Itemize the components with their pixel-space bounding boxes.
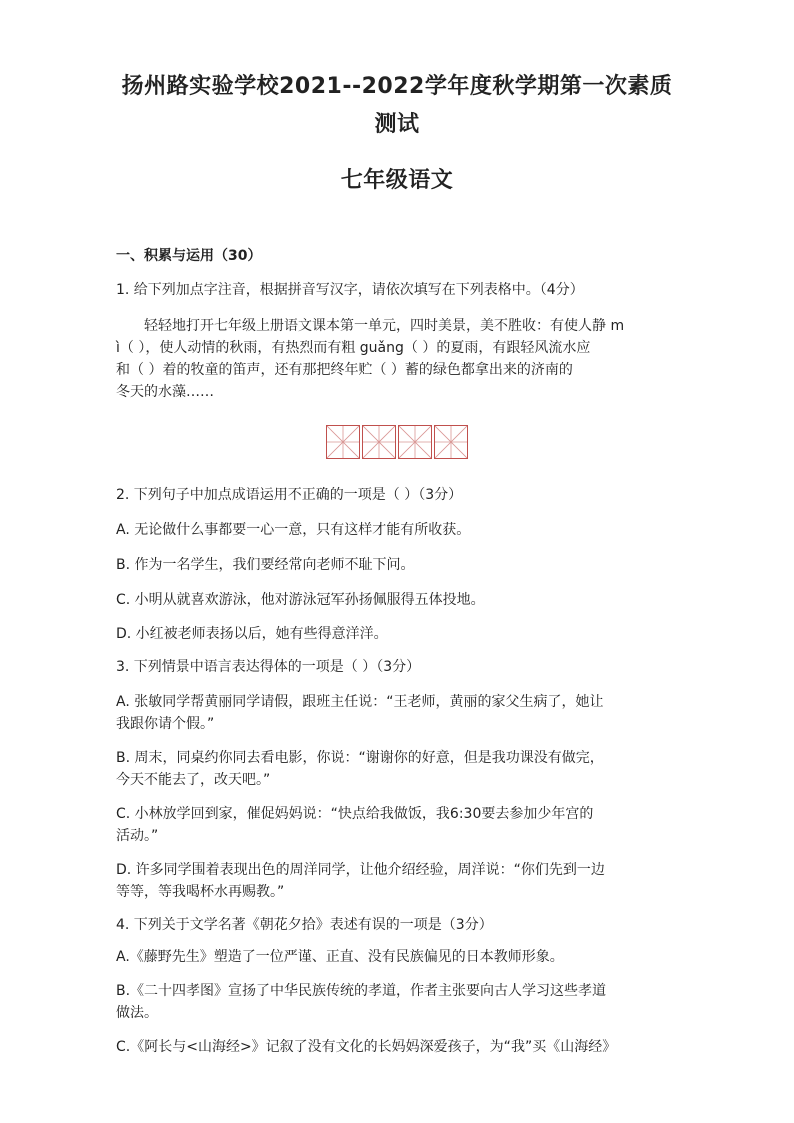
q2-option-c: C. 小明从就喜欢游泳，他对游泳冠军孙扬佩服得五体投地。 [116, 592, 485, 608]
q1-stem: 1. 给下列加点字注音，根据拼音写汉字，请依次填写在下列表格中。（4分） [116, 282, 584, 298]
q1-passage-line1: 轻轻地打开七年级上册语文课本第一单元，四时美景，美不胜收：有使人静 m [144, 318, 625, 334]
q2-option-d: D. 小红被老师表扬以后，她有些得意洋洋。 [116, 626, 388, 642]
exam-title-line2: 测试 [374, 112, 420, 137]
q3-option-c-line1: C. 小林放学回到家，催促妈妈说：“快点给我做饭，我6:30要去参加少年宫的 [116, 806, 594, 822]
q4-option-b-line2: 做法。 [116, 1005, 158, 1021]
q3-option-b-line2: 今天不能去了，改天吧。” [116, 772, 271, 788]
q4-stem: 4. 下列关于文学名著《朝花夕拾》表述有误的一项是（3分） [116, 917, 493, 933]
answer-grid [326, 425, 468, 459]
q2-option-a: A. 无论做什么事都要一心一意，只有这样才能有所收获。 [116, 522, 471, 538]
exam-title-line1: 扬州路实验学校2021--2022学年度秋学期第一次素质 [121, 74, 673, 99]
q1-passage-line3: 和（ ）着的牧童的笛声，还有那把终年贮（ ）蓄的绿色都拿出来的济南的 [116, 362, 573, 378]
q3-stem: 3. 下列情景中语言表达得体的一项是（ ）（3分） [116, 659, 421, 675]
q3-option-d-line2: 等等，等我喝杯水再赐教。” [116, 884, 285, 900]
q2-option-b: B. 作为一名学生，我们要经常向老师不耻下问。 [116, 557, 415, 573]
answer-cell[interactable] [398, 425, 432, 459]
q3-option-b-line1: B. 周末，同桌约你同去看电影，你说：“谢谢你的好意，但是我功课没有做完， [116, 750, 604, 766]
answer-cell[interactable] [326, 425, 360, 459]
q4-option-b-line1: B.《二十四孝图》宣扬了中华民族传统的孝道，作者主张要向古人学习这些孝道 [116, 983, 607, 999]
q3-option-a-line1: A. 张敏同学帮黄丽同学请假，跟班主任说：“王老师，黄丽的家父生病了，她让 [116, 694, 604, 710]
section-heading: 一、积累与运用（30） [116, 248, 262, 264]
answer-cell[interactable] [362, 425, 396, 459]
q3-option-d-line1: D. 许多同学围着表现出色的周洋同学，让他介绍经验，周洋说：“你们先到一边 [116, 862, 605, 878]
q3-option-c-line2: 活动。” [116, 828, 159, 844]
exam-subtitle: 七年级语文 [340, 168, 454, 193]
answer-cell[interactable] [434, 425, 468, 459]
q2-stem: 2. 下列句子中加点成语运用不正确的一项是（ ）（3分） [116, 487, 463, 503]
q3-option-a-line2: 我跟你请个假。” [116, 716, 215, 732]
q1-passage-line2: ì（ ），使人动情的秋雨，有热烈而有粗 guǎng（ ）的夏雨，有跟轻风流水应 [116, 340, 591, 356]
q4-option-a: A.《藤野先生》塑造了一位严谨、正直、没有民族偏见的日本教师形象。 [116, 949, 564, 965]
q1-passage-line4: 冬天的水藻…… [116, 384, 214, 400]
q4-option-c: C.《阿长与<山海经>》记叙了没有文化的长妈妈深爱孩子，为“我”买《山海经》 [116, 1039, 617, 1055]
